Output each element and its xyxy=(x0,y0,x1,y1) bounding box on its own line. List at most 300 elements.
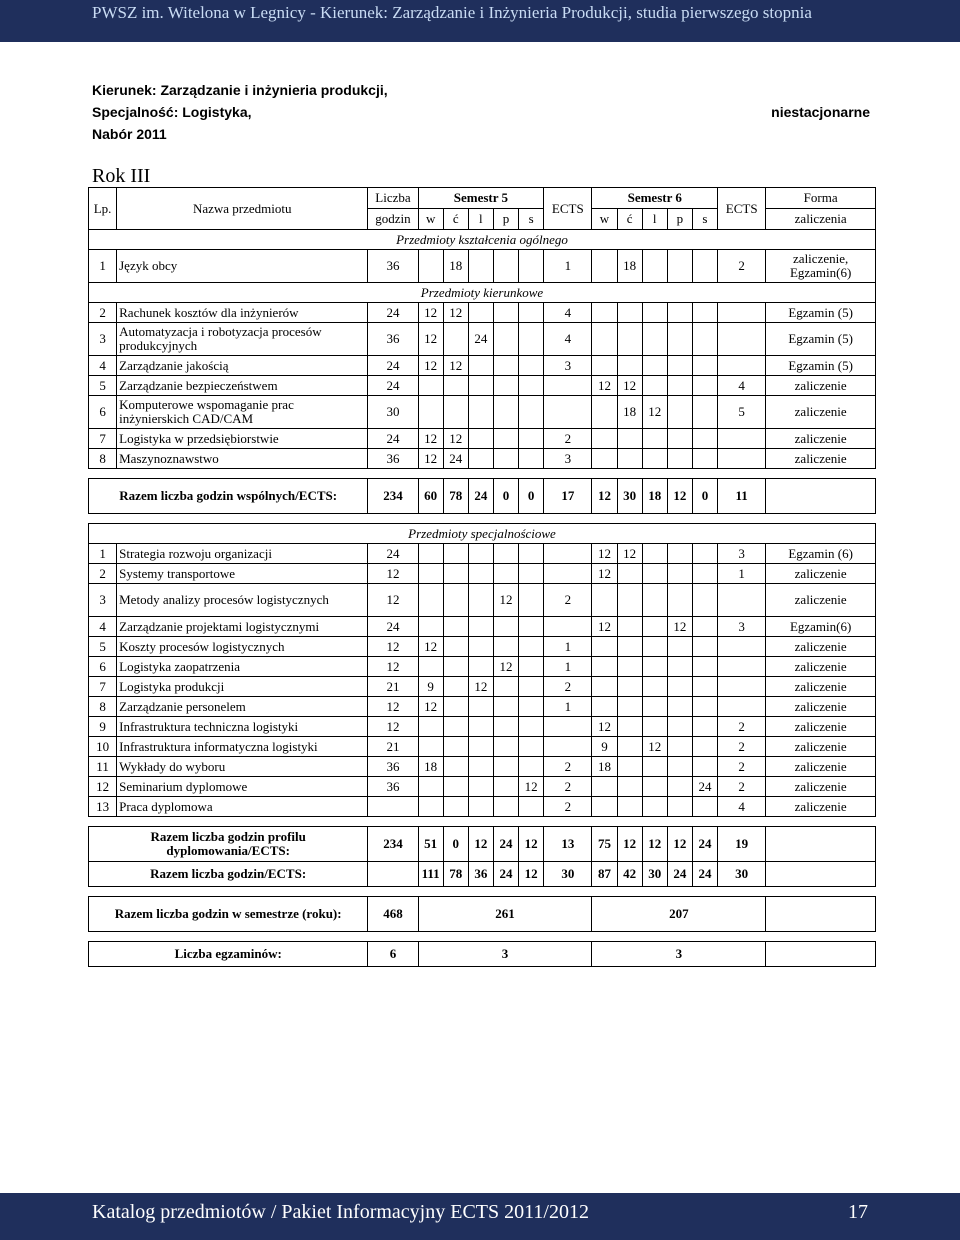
section-kierunkowe: Przedmioty kierunkowe xyxy=(89,283,876,303)
summary-value: 234 xyxy=(368,827,418,862)
course-cell-s6 xyxy=(692,797,717,817)
course-cell-e5: 3 xyxy=(544,356,592,376)
course-cell-c6: 18 xyxy=(617,396,642,429)
course-name: Zarządzanie personelem xyxy=(117,697,368,717)
course-cell-s5 xyxy=(519,376,544,396)
course-lp: 4 xyxy=(89,356,117,376)
course-cell-s6: 24 xyxy=(692,777,717,797)
course-cell-e5 xyxy=(544,396,592,429)
course-cell-w6 xyxy=(592,657,617,677)
course-cell-l5 xyxy=(468,717,493,737)
course-row xyxy=(89,737,876,757)
summary-value: 51 xyxy=(418,827,443,862)
course-row xyxy=(89,356,876,376)
summary-total: 6 xyxy=(368,942,418,967)
course-cell-p5 xyxy=(493,449,518,469)
summary-row-exams xyxy=(89,942,876,967)
summary-value: 30 xyxy=(544,862,592,887)
summary-value: 24 xyxy=(692,827,717,862)
col-header-l6: l xyxy=(642,209,667,230)
course-row xyxy=(89,637,876,657)
course-cell-w5 xyxy=(418,544,443,564)
col-header-ects5: ECTS xyxy=(544,188,592,230)
course-cell-g: 21 xyxy=(368,677,418,697)
course-cell-g: 36 xyxy=(368,323,418,356)
course-name: Metody analizy procesów logistycznych xyxy=(117,584,368,617)
course-cell-c5: 12 xyxy=(443,303,468,323)
course-cell-p6 xyxy=(667,797,692,817)
course-cell-s5 xyxy=(519,449,544,469)
course-cell-c5 xyxy=(443,617,468,637)
summary-value: 36 xyxy=(468,862,493,887)
course-cell-p5 xyxy=(493,717,518,737)
course-cell-w5 xyxy=(418,777,443,797)
course-cell-s6 xyxy=(692,564,717,584)
course-cell-c6 xyxy=(617,429,642,449)
col-header-w6: w xyxy=(592,209,617,230)
course-cell-c6 xyxy=(617,677,642,697)
course-cell-e6: 2 xyxy=(718,777,766,797)
course-cell-p5 xyxy=(493,777,518,797)
course-name: Komputerowe wspomaganie prac inżynierskich CAD/CAM xyxy=(117,396,368,429)
course-cell-w5: 12 xyxy=(418,449,443,469)
course-cell-l5 xyxy=(468,250,493,283)
summary-value: 11 xyxy=(718,479,766,514)
course-cell-s5 xyxy=(519,757,544,777)
course-cell-s5 xyxy=(519,697,544,717)
course-lp: 4 xyxy=(89,617,117,637)
course-cell-c6 xyxy=(617,737,642,757)
course-cell-w5: 18 xyxy=(418,757,443,777)
section-row xyxy=(89,524,876,544)
summary-label: Razem liczba godzin/ECTS: xyxy=(89,862,368,887)
course-row xyxy=(89,757,876,777)
course-forma: zaliczenie, Egzamin(6) xyxy=(766,250,876,283)
meta-nabor: Nabór 2011 xyxy=(92,126,167,142)
course-cell-c5 xyxy=(443,677,468,697)
course-cell-w5 xyxy=(418,657,443,677)
course-cell-l5 xyxy=(468,544,493,564)
summary-row xyxy=(89,479,876,514)
course-cell-e6 xyxy=(718,677,766,697)
course-cell-g: 24 xyxy=(368,429,418,449)
course-lp: 2 xyxy=(89,303,117,323)
course-cell-e5: 1 xyxy=(544,657,592,677)
course-cell-e6: 1 xyxy=(718,564,766,584)
course-cell-e6 xyxy=(718,584,766,617)
course-cell-s6 xyxy=(692,303,717,323)
course-cell-e5 xyxy=(544,717,592,737)
course-forma: zaliczenie xyxy=(766,697,876,717)
course-cell-p5 xyxy=(493,677,518,697)
course-cell-p5 xyxy=(493,376,518,396)
summary-value: 19 xyxy=(718,827,766,862)
course-cell-w5 xyxy=(418,250,443,283)
col-header-forma: Forma xyxy=(766,188,876,209)
course-cell-p6 xyxy=(667,303,692,323)
course-cell-l5: 12 xyxy=(468,677,493,697)
course-cell-l5 xyxy=(468,396,493,429)
course-lp: 6 xyxy=(89,657,117,677)
course-cell-c6 xyxy=(617,564,642,584)
course-name: Język obcy xyxy=(117,250,368,283)
course-cell-e6 xyxy=(718,657,766,677)
course-cell-s5 xyxy=(519,303,544,323)
course-cell-e5 xyxy=(544,544,592,564)
col-header-w5: w xyxy=(418,209,443,230)
course-cell-p5 xyxy=(493,323,518,356)
summary-empty xyxy=(766,897,876,932)
course-cell-c5: 18 xyxy=(443,250,468,283)
course-forma: zaliczenie xyxy=(766,564,876,584)
course-forma: zaliczenie xyxy=(766,396,876,429)
course-cell-e5: 2 xyxy=(544,797,592,817)
col-header-nazwa: Nazwa przedmiotu xyxy=(117,188,368,230)
course-cell-w6 xyxy=(592,303,617,323)
summary-value: 12 xyxy=(592,479,617,514)
course-cell-s6 xyxy=(692,356,717,376)
course-lp: 13 xyxy=(89,797,117,817)
summary-value: 30 xyxy=(617,479,642,514)
section-ogolne: Przedmioty kształcenia ogólnego xyxy=(89,230,876,250)
course-cell-w5 xyxy=(418,617,443,637)
course-lp: 2 xyxy=(89,564,117,584)
course-cell-e6 xyxy=(718,429,766,449)
course-cell-e5 xyxy=(544,564,592,584)
course-cell-e6 xyxy=(718,449,766,469)
course-cell-l6 xyxy=(642,564,667,584)
course-cell-s5 xyxy=(519,737,544,757)
summary-value: 12 xyxy=(617,827,642,862)
meta-kierunek: Kierunek: Zarządzanie i inżynieria produkcji, xyxy=(92,82,388,98)
course-cell-l5 xyxy=(468,617,493,637)
summary-value: 30 xyxy=(642,862,667,887)
course-cell-c5: 12 xyxy=(443,429,468,449)
course-cell-s6 xyxy=(692,449,717,469)
course-cell-c5 xyxy=(443,584,468,617)
course-cell-w5: 12 xyxy=(418,429,443,449)
course-cell-w6: 12 xyxy=(592,376,617,396)
course-cell-p6 xyxy=(667,323,692,356)
course-cell-l6 xyxy=(642,323,667,356)
col-header-lp: Lp. xyxy=(89,188,117,230)
course-cell-l6: 12 xyxy=(642,396,667,429)
course-name: Zarządzanie bezpieczeństwem xyxy=(117,376,368,396)
course-cell-p6 xyxy=(667,449,692,469)
course-cell-s6 xyxy=(692,617,717,637)
course-cell-w6 xyxy=(592,697,617,717)
course-lp: 3 xyxy=(89,584,117,617)
course-name: Rachunek kosztów dla inżynierów xyxy=(117,303,368,323)
summary-value: 0 xyxy=(493,479,518,514)
course-cell-c5 xyxy=(443,737,468,757)
course-name: Strategia rozwoju organizacji xyxy=(117,544,368,564)
summary-sem5: 261 xyxy=(418,897,592,932)
course-cell-p6 xyxy=(667,564,692,584)
course-cell-l6 xyxy=(642,449,667,469)
course-lp: 1 xyxy=(89,544,117,564)
summary-value: 12 xyxy=(642,827,667,862)
course-cell-s5 xyxy=(519,717,544,737)
course-cell-l6: 12 xyxy=(642,737,667,757)
course-forma: zaliczenie xyxy=(766,797,876,817)
col-header-sem5: Semestr 5 xyxy=(418,188,544,209)
course-cell-w5 xyxy=(418,717,443,737)
course-cell-w6: 9 xyxy=(592,737,617,757)
summary-value: 0 xyxy=(692,479,717,514)
course-cell-e5 xyxy=(544,737,592,757)
course-cell-l5: 24 xyxy=(468,323,493,356)
summary-value: 13 xyxy=(544,827,592,862)
course-forma: zaliczenie xyxy=(766,777,876,797)
course-cell-l6 xyxy=(642,617,667,637)
course-cell-p5 xyxy=(493,303,518,323)
course-name: Logistyka w przedsiębiorstwie xyxy=(117,429,368,449)
course-cell-l5 xyxy=(468,777,493,797)
course-cell-e5: 2 xyxy=(544,429,592,449)
course-cell-e5: 2 xyxy=(544,677,592,697)
summary-value: 12 xyxy=(667,827,692,862)
spacer-cell xyxy=(89,817,876,827)
course-cell-l5 xyxy=(468,797,493,817)
course-forma: zaliczenie xyxy=(766,717,876,737)
course-cell-c5 xyxy=(443,323,468,356)
course-cell-l5 xyxy=(468,584,493,617)
course-row xyxy=(89,777,876,797)
course-lp: 12 xyxy=(89,777,117,797)
course-cell-g: 12 xyxy=(368,584,418,617)
course-cell-p6 xyxy=(667,396,692,429)
col-header-c6: ć xyxy=(617,209,642,230)
course-cell-w6 xyxy=(592,323,617,356)
course-cell-l6 xyxy=(642,757,667,777)
summary-value: 42 xyxy=(617,862,642,887)
course-cell-p6 xyxy=(667,356,692,376)
course-cell-s5 xyxy=(519,396,544,429)
course-cell-c6 xyxy=(617,323,642,356)
course-cell-p5: 12 xyxy=(493,584,518,617)
course-cell-w6 xyxy=(592,429,617,449)
page-footer-bar xyxy=(0,1193,960,1240)
course-cell-w5 xyxy=(418,584,443,617)
course-cell-g: 12 xyxy=(368,697,418,717)
course-row xyxy=(89,396,876,429)
course-cell-c6 xyxy=(617,584,642,617)
course-forma: zaliczenie xyxy=(766,757,876,777)
course-cell-l6 xyxy=(642,697,667,717)
course-cell-g: 36 xyxy=(368,777,418,797)
course-name: Wykłady do wyboru xyxy=(117,757,368,777)
col-header-s5: s xyxy=(519,209,544,230)
summary-value: 17 xyxy=(544,479,592,514)
course-lp: 11 xyxy=(89,757,117,777)
col-header-p6: p xyxy=(667,209,692,230)
summary-value: 24 xyxy=(667,862,692,887)
summary-label: Razem liczba godzin w semestrze (roku): xyxy=(89,897,368,932)
course-cell-g: 12 xyxy=(368,717,418,737)
course-cell-s6 xyxy=(692,637,717,657)
course-cell-e5: 4 xyxy=(544,303,592,323)
course-cell-s6 xyxy=(692,544,717,564)
course-forma: Egzamin(6) xyxy=(766,617,876,637)
page-header-bar xyxy=(0,0,960,42)
course-row xyxy=(89,250,876,283)
course-cell-l5 xyxy=(468,637,493,657)
course-lp: 6 xyxy=(89,396,117,429)
course-cell-s6 xyxy=(692,677,717,697)
course-cell-p5 xyxy=(493,757,518,777)
course-lp: 1 xyxy=(89,250,117,283)
summary-sem6: 3 xyxy=(592,942,766,967)
course-cell-e5: 2 xyxy=(544,584,592,617)
course-cell-s5 xyxy=(519,677,544,697)
course-cell-w5 xyxy=(418,396,443,429)
summary-value xyxy=(368,862,418,887)
course-cell-g: 12 xyxy=(368,657,418,677)
course-lp: 8 xyxy=(89,449,117,469)
course-cell-p6 xyxy=(667,429,692,449)
course-forma: Egzamin (5) xyxy=(766,323,876,356)
course-cell-g xyxy=(368,797,418,817)
summary-value: 12 xyxy=(519,862,544,887)
course-cell-l6 xyxy=(642,797,667,817)
course-cell-p5 xyxy=(493,544,518,564)
course-name: Seminarium dyplomowe xyxy=(117,777,368,797)
summary-sem5: 3 xyxy=(418,942,592,967)
spacer-cell xyxy=(89,514,876,524)
course-cell-l5 xyxy=(468,564,493,584)
course-cell-e5: 2 xyxy=(544,757,592,777)
course-cell-g: 24 xyxy=(368,356,418,376)
col-header-godzin: godzin xyxy=(368,209,418,230)
course-cell-e5: 1 xyxy=(544,250,592,283)
col-header-p5: p xyxy=(493,209,518,230)
course-cell-c5: 12 xyxy=(443,356,468,376)
spacer-row xyxy=(89,469,876,479)
summary-value: 234 xyxy=(368,479,418,514)
course-cell-p5 xyxy=(493,637,518,657)
course-cell-w6 xyxy=(592,677,617,697)
course-name: Systemy transportowe xyxy=(117,564,368,584)
summary-value: 0 xyxy=(519,479,544,514)
course-cell-l6 xyxy=(642,544,667,564)
course-cell-c5 xyxy=(443,777,468,797)
section-specjalnosciowe: Przedmioty specjalnościowe xyxy=(89,524,876,544)
course-cell-s5: 12 xyxy=(519,777,544,797)
course-cell-e6: 2 xyxy=(718,250,766,283)
course-cell-s6 xyxy=(692,657,717,677)
course-cell-g: 30 xyxy=(368,396,418,429)
course-cell-p6 xyxy=(667,637,692,657)
col-header-zaliczenia: zaliczenia xyxy=(766,209,876,230)
course-cell-p6: 12 xyxy=(667,617,692,637)
course-row xyxy=(89,677,876,697)
course-lp: 3 xyxy=(89,323,117,356)
summary-label: Liczba egzaminów: xyxy=(89,942,368,967)
course-cell-l6 xyxy=(642,717,667,737)
course-row xyxy=(89,584,876,617)
course-forma: zaliczenie xyxy=(766,637,876,657)
course-name: Maszynoznawstwo xyxy=(117,449,368,469)
course-row xyxy=(89,564,876,584)
course-cell-c5 xyxy=(443,544,468,564)
course-cell-l5 xyxy=(468,429,493,449)
course-cell-s5 xyxy=(519,250,544,283)
course-name: Automatyzacja i robotyzacja procesów produkcyjnych xyxy=(117,323,368,356)
summary-value: 30 xyxy=(718,862,766,887)
course-cell-s6 xyxy=(692,757,717,777)
course-cell-p6 xyxy=(667,737,692,757)
course-cell-c6 xyxy=(617,697,642,717)
course-cell-w5: 12 xyxy=(418,356,443,376)
course-cell-c6 xyxy=(617,657,642,677)
course-cell-c6 xyxy=(617,356,642,376)
course-cell-s5 xyxy=(519,657,544,677)
summary-value: 24 xyxy=(493,827,518,862)
course-cell-s5 xyxy=(519,544,544,564)
course-cell-c5 xyxy=(443,564,468,584)
header-title: PWSZ im. Witelona w Legnicy - Kierunek: Zarządzanie i Inżynieria Produkcji, studia pierwszego stopnia xyxy=(92,3,812,22)
course-cell-c6 xyxy=(617,777,642,797)
course-row xyxy=(89,657,876,677)
course-cell-e5: 3 xyxy=(544,449,592,469)
course-cell-l5 xyxy=(468,376,493,396)
course-cell-l6 xyxy=(642,637,667,657)
course-cell-s6 xyxy=(692,250,717,283)
course-cell-p5 xyxy=(493,697,518,717)
course-cell-w5 xyxy=(418,376,443,396)
course-cell-g: 24 xyxy=(368,303,418,323)
course-cell-c5 xyxy=(443,396,468,429)
course-cell-c6 xyxy=(617,757,642,777)
summary-value: 0 xyxy=(443,827,468,862)
curriculum-table-body xyxy=(89,188,876,967)
summary-value: 24 xyxy=(493,862,518,887)
course-cell-p6 xyxy=(667,584,692,617)
summary-row xyxy=(89,862,876,887)
col-header-sem6: Semestr 6 xyxy=(592,188,718,209)
course-row xyxy=(89,323,876,356)
course-cell-e6: 3 xyxy=(718,617,766,637)
summary-label: Razem liczba godzin profilu dyplomowania/ECTS: xyxy=(89,827,368,862)
course-cell-w6 xyxy=(592,777,617,797)
section-row xyxy=(89,283,876,303)
course-cell-c6: 12 xyxy=(617,544,642,564)
course-lp: 5 xyxy=(89,637,117,657)
course-cell-s6 xyxy=(692,429,717,449)
course-cell-g: 24 xyxy=(368,544,418,564)
course-row xyxy=(89,697,876,717)
summary-value: 78 xyxy=(443,862,468,887)
course-cell-c6 xyxy=(617,717,642,737)
course-cell-s5 xyxy=(519,429,544,449)
summary-value: 78 xyxy=(443,479,468,514)
course-row xyxy=(89,617,876,637)
course-row xyxy=(89,449,876,469)
course-cell-s6 xyxy=(692,396,717,429)
spacer-cell xyxy=(89,887,876,897)
course-cell-l6 xyxy=(642,429,667,449)
course-cell-w6 xyxy=(592,356,617,376)
course-cell-l6 xyxy=(642,250,667,283)
course-cell-p6 xyxy=(667,717,692,737)
course-name: Logistyka zaopatrzenia xyxy=(117,657,368,677)
summary-row xyxy=(89,827,876,862)
course-cell-s5 xyxy=(519,356,544,376)
header-row-1 xyxy=(89,188,876,209)
course-row xyxy=(89,429,876,449)
section-row xyxy=(89,230,876,250)
